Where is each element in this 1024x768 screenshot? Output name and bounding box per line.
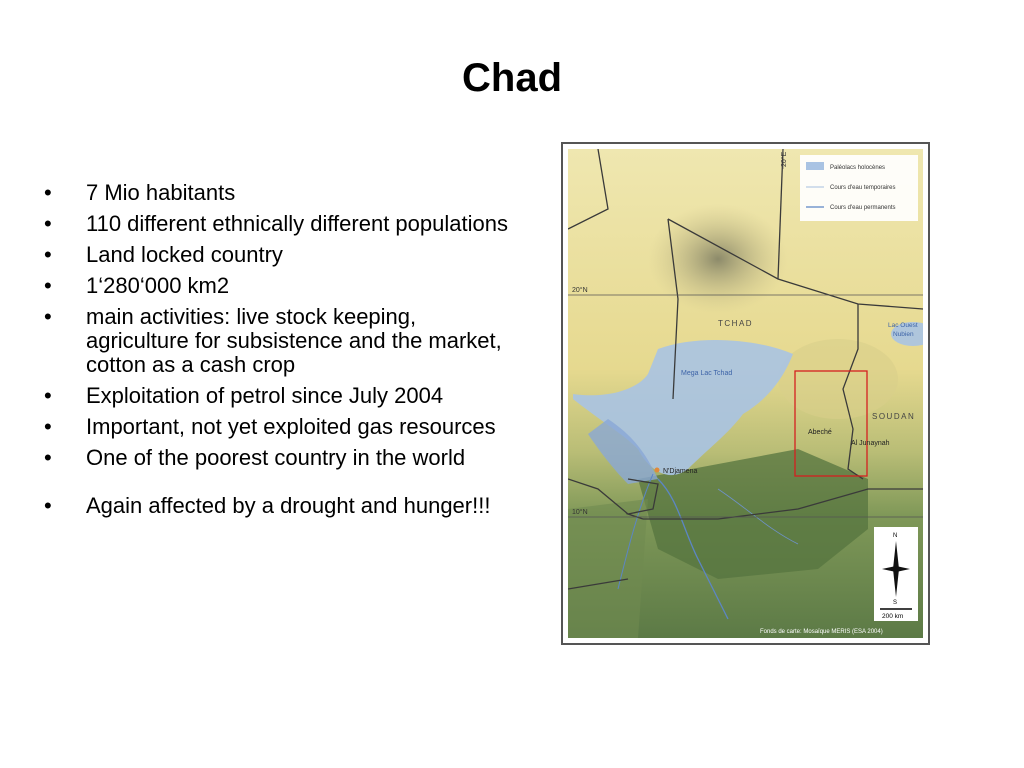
bullet-dot: •	[44, 211, 52, 236]
bullet-text: Land locked country	[86, 242, 283, 267]
label-mega-lake: Mega Lac Tchad	[681, 370, 733, 377]
label-lac-ouest: Lac Ouest	[888, 322, 918, 329]
map-credit: Fonds de carte: Mosaïque MERIS (ESA 2004)	[760, 629, 883, 635]
bullet-text: Again affected by a drought and hunger!!!	[86, 493, 491, 518]
bullet-text: 110 different ethnically different populations	[86, 211, 508, 236]
bullet-list	[40, 181, 520, 525]
label-ndjamena: N'Djamena	[663, 468, 698, 475]
bullet-dot: •	[44, 242, 52, 267]
ennedi-area	[778, 339, 898, 419]
label-al-junaynah: Al Junaynah	[851, 440, 890, 447]
bullet-dot: •	[44, 304, 52, 329]
bullet-item	[40, 415, 520, 439]
lat-20-label: 20°N	[572, 287, 588, 294]
tibesti-massif	[648, 204, 788, 314]
west-vegetation	[568, 499, 648, 638]
bullet-dot: •	[44, 180, 52, 205]
map-legend	[800, 155, 918, 221]
ndjamena-marker	[655, 468, 660, 473]
map-frame	[561, 142, 930, 645]
slide-title: Chad	[462, 56, 562, 100]
bullet-dot: •	[44, 273, 52, 298]
bullet-text: 7 Mio habitants	[86, 180, 236, 205]
lat-10-label: 10°N	[572, 509, 588, 516]
bullet-item	[40, 212, 520, 236]
bullet-item	[40, 243, 520, 267]
compass-box	[874, 527, 918, 621]
legend-temp-rivers: Cours d'eau temporaires	[830, 185, 896, 191]
bullet-text: main activities: live stock keeping, agriculture for subsistence and the market, cotton as a cash crop	[86, 304, 502, 377]
label-soudan: SOUDAN	[872, 412, 916, 421]
bullet-text: 1‘280‘000 km2	[86, 273, 230, 298]
bullet-text: One of the poorest country in the world	[86, 445, 466, 470]
bullet-dot: •	[44, 445, 52, 470]
chad-map	[568, 149, 923, 638]
bullet-item	[40, 181, 520, 205]
legend-paleolakes: Paléolacs holocènes	[830, 165, 886, 171]
label-abeche: Abeché	[808, 429, 832, 436]
bullet-dot: •	[44, 493, 52, 518]
bullet-text: Important, not yet exploited gas resources	[86, 414, 496, 439]
scale-label: 200 km	[882, 613, 904, 620]
legend-swatch-paleolakes	[806, 162, 824, 170]
bullet-dot: •	[44, 383, 52, 408]
bullet-text: Exploitation of petrol since July 2004	[86, 383, 444, 408]
compass-s: S	[893, 600, 898, 606]
bullet-item	[40, 384, 520, 408]
bullet-item	[40, 305, 520, 377]
bullet-dot: •	[44, 414, 52, 439]
legend-perm-rivers: Cours d'eau permanents	[830, 205, 896, 211]
compass-n: N	[893, 533, 898, 539]
label-nubien: Nubien	[893, 331, 914, 338]
bullet-item	[40, 446, 520, 470]
bullet-item	[40, 274, 520, 298]
label-tchad: TCHAD	[718, 319, 754, 328]
map-svg	[568, 149, 923, 638]
bullet-item	[40, 494, 520, 518]
lon-20-label: 20°E	[781, 151, 788, 167]
